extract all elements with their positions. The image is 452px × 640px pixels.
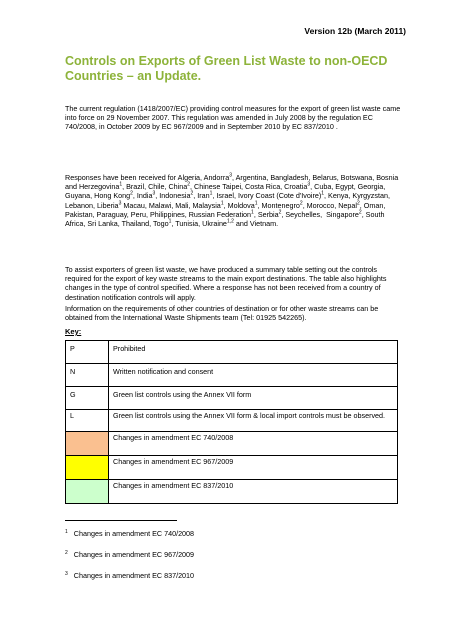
info-paragraph: Information on the requirements of other countries of destination or for other waste streams can be obtained from the International Waste Shipments team (Tel: 01925 542265). (65, 304, 379, 323)
key-heading: Key: (65, 327, 82, 336)
key-description: Written notification and consent (109, 364, 398, 387)
key-description: Changes in amendment EC 740/2008 (109, 432, 398, 456)
version-label: Version 12b (March 2011) (304, 26, 406, 36)
footnote-number: 3 (65, 570, 68, 577)
key-table (65, 340, 398, 504)
key-code: L (66, 410, 109, 432)
key-row (66, 410, 398, 432)
key-description: Changes in amendment EC 837/2010 (109, 480, 398, 504)
key-row (66, 364, 398, 387)
intro-paragraph: The current regulation (1418/2007/EC) providing control measures for the export of green list waste came into force on 29 November 2007. This regulation was amended in July 2008 by the regulation EC 740/2008, in October 2009 by EC 967/2009 and in September 2010 by EC 837/2010 . (65, 104, 401, 132)
document-title: Controls on Exports of Green List Waste to non-OECD Countries – an Update. (65, 54, 388, 83)
key-description: Green list controls using the Annex VII form & local import controls must be observed. (109, 410, 398, 432)
key-code (66, 432, 109, 456)
footnote-2 (65, 550, 194, 559)
key-code: G (66, 387, 109, 410)
key-description: Prohibited (109, 341, 398, 364)
assist-paragraph: To assist exporters of green list waste, we have produced a summary table setting out the controls required for the export of key waste streams to the main export destinations. The table also highlights changes in the type of control specified. Where a response has not been received from a country of destination notification controls will apply. (65, 265, 387, 302)
key-row (66, 387, 398, 410)
key-code (66, 480, 109, 504)
key-row (66, 480, 398, 504)
key-row (66, 341, 398, 364)
key-row (66, 456, 398, 480)
footnote-number: 1 (65, 528, 68, 535)
footnote-number: 2 (65, 549, 68, 556)
key-code: P (66, 341, 109, 364)
footnote-text: Changes in amendment EC 967/2009 (73, 550, 195, 559)
footnote-divider (65, 520, 177, 521)
footnote-text: Changes in amendment EC 740/2008 (73, 529, 195, 538)
footnote-text: Changes in amendment EC 837/2010 (73, 571, 195, 580)
key-code (66, 456, 109, 480)
key-row (66, 432, 398, 456)
footnote-3 (65, 571, 194, 580)
key-description: Green list controls using the Annex VII form (109, 387, 398, 410)
responses-paragraph: Responses have been received for Algeria, Andorra$^3$, Argentina, Bangladesh, Belarus, Botswana, Bosnia and Herzegovina$^1$, Brazil, Chile, China$^2$, Chinese Taipei, Costa Rica, Croatia$^3$, Cuba, Egypt, Georgia, Guyana, Hong Kong$^2$, India$^3$, Indonesia$^2$, Iran$^1$, Israel, Ivory Coast (Cote d'Ivoire)$^1$, Kenya, Kyrgyzstan, Lebanon, Liberia$^3$ Macau, Malawi, Mali, Malaysia$^1$, Moldova$^1$, Montenegro$^2$, Morocco, Nepal$^2$, Oman, Pakistan, Paraguay, Peru, Philippines, Russian Federation$^1$, Serbia$^2$, Seychelles, Singapore$^2$, South Africa, Sri Lanka, Thailand, Togo$^1$, Tunisia, Ukraine$^{1,2}$ and Vietnam. (65, 172, 399, 229)
key-code: N (66, 364, 109, 387)
key-description: Changes in amendment EC 967/2009 (109, 456, 398, 480)
footnote-1 (65, 529, 194, 538)
